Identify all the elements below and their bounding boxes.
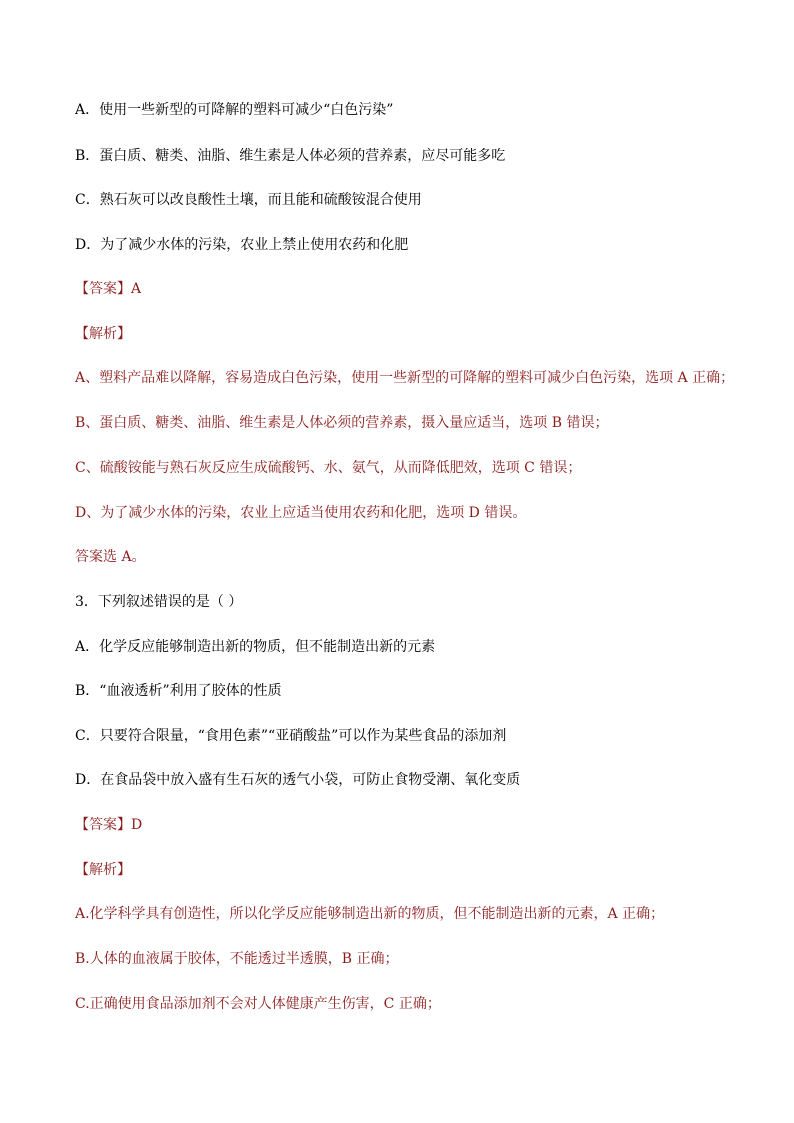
q2-analysis-b: B、蛋白质、糖类、油脂、维生素是人体必须的营养素，摄入量应适当，选项 B 错误； — [75, 415, 609, 431]
q3-option-c: C．只要符合限量，“食用色素”“亚硝酸盐”可以作为某些食品的添加剂 — [75, 728, 507, 744]
q3-analysis-label: 【解析】 — [75, 862, 131, 878]
q2-analysis-label: 【解析】 — [75, 326, 131, 342]
answer-value: A — [131, 281, 142, 297]
q3-analysis-a: A.化学科学具有创造性，所以化学反应能够制造出新的物质，但不能制造出新的元素，A 正确； — [75, 906, 665, 922]
q2-analysis-d: D、为了减少水体的污染，农业上应适当使用农药和化肥，选项 D 错误。 — [75, 505, 527, 521]
q2-option-d: D．为了减少水体的污染，农业上禁止使用农药和化肥 — [75, 237, 409, 253]
q3-analysis-b: B.人体的血液属于胶体，不能透过半透膜，B 正确； — [75, 951, 399, 967]
q3-option-d: D．在食品袋中放入盛有生石灰的透气小袋，可防止食物受潮、氧化变质 — [75, 772, 521, 788]
q3-stem: 3．下列叙述错误的是（ ） — [75, 594, 243, 610]
answer-label: 【答案】 — [75, 817, 131, 833]
q2-conclusion: 答案选 A。 — [75, 549, 146, 565]
q3-option-a: A．化学反应能够制造出新的物质，但不能制造出新的元素 — [75, 639, 436, 655]
q2-option-a: A．使用一些新型的可降解的塑料可减少“白色污染” — [75, 102, 394, 118]
q3-analysis-c: C.正确使用食品添加剂不会对人体健康产生伤害，C 正确； — [75, 996, 441, 1012]
answer-label: 【答案】 — [75, 281, 131, 297]
q2-answer — [75, 280, 734, 298]
q3-answer — [75, 816, 734, 834]
answer-value: D — [131, 817, 143, 833]
q2-option-b: B．蛋白质、糖类、油脂、维生素是人体必须的营养素，应尽可能多吃 — [75, 148, 506, 164]
q2-analysis-a: A、塑料产品难以降解，容易造成白色污染，使用一些新型的可降解的塑料可减少白色污染，选项 A 正确； — [75, 370, 735, 386]
q2-option-c: C．熟石灰可以改良酸性土壤，而且能和硫酸铵混合使用 — [75, 192, 422, 208]
q2-analysis-c: C、硫酸铵能与熟石灰反应生成硫酸钙、水、氨气，从而降低肥效，选项 C 错误； — [75, 460, 582, 476]
q3-option-b: B．“血液透析”利用了胶体的性质 — [75, 683, 282, 699]
